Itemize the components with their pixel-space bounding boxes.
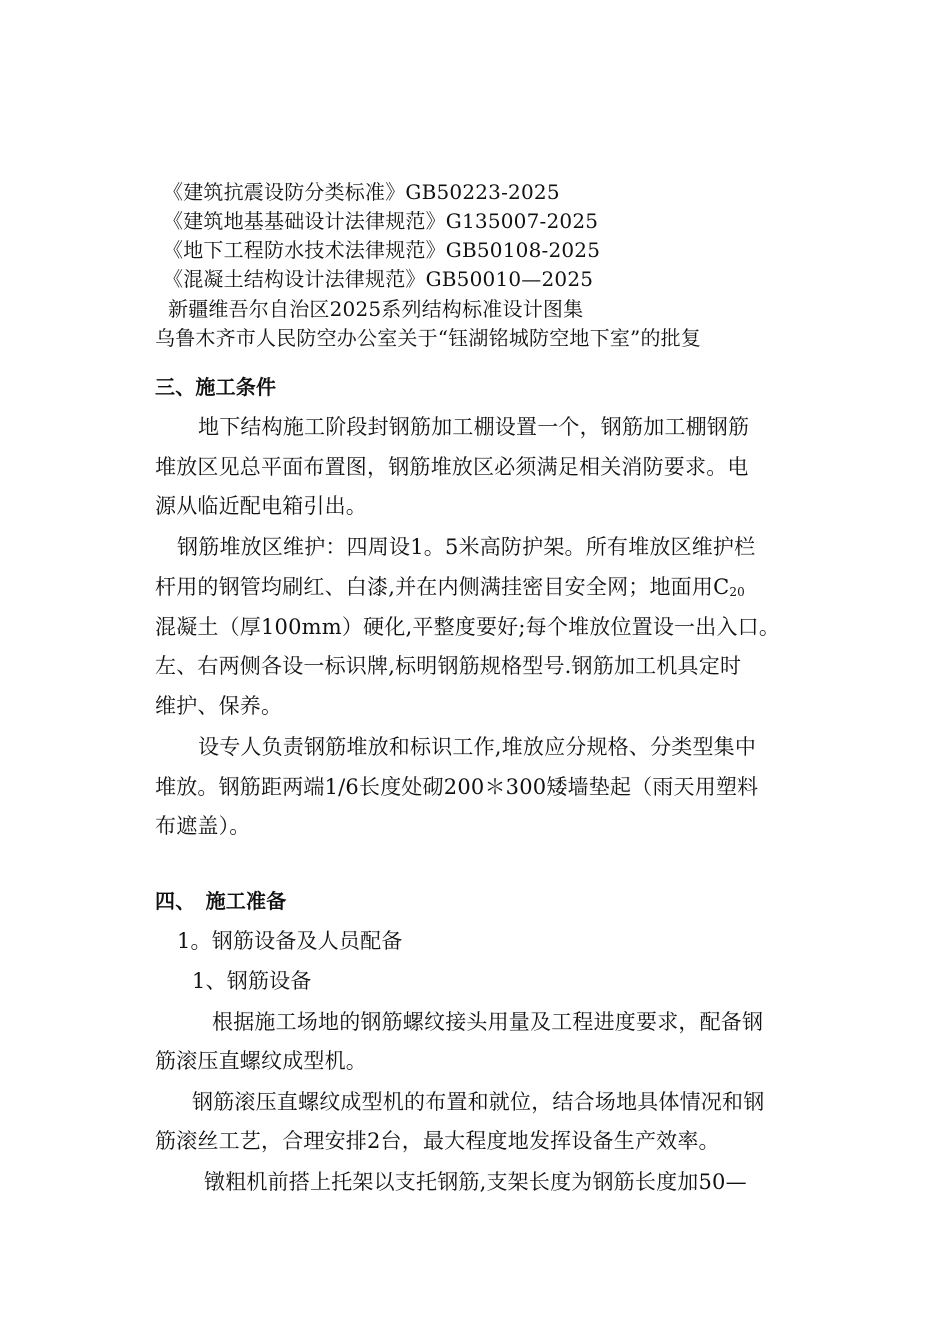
subheading: 1。钢筋设备及人员配备: [177, 929, 403, 953]
paragraph-line: 堆放。钢筋距两端1/6长度处砌200＊300矮墙垫起（雨天用塑料: [155, 775, 759, 799]
paragraph-line: 钢筋堆放区维护：四周设1。5米高防护架。所有堆放区维护栏: [177, 535, 756, 559]
paragraph-line: 钢筋滚压直螺纹成型机的布置和就位，结合场地具体情况和钢: [192, 1090, 765, 1114]
paragraph-line: 布遮盖）。: [155, 814, 251, 838]
reference-line: 乌鲁木齐市人民防空办公室关于“钰湖铭城防空地下室”的批复: [155, 326, 702, 350]
reference-line: 《地下工程防水技术法律规范》GB50108-2025: [163, 238, 601, 262]
paragraph-line: 源从临近配电箱引出。: [155, 494, 367, 518]
paragraph-line: 堆放区见总平面布置图，钢筋堆放区必须满足相关消防要求。电: [155, 455, 749, 479]
reference-line: 新疆维吾尔自治区2025系列结构标准设计图集: [168, 297, 584, 321]
paragraph-line: 混凝土（厚100mm）硬化,平整度要好;每个堆放位置设一出入口。: [155, 615, 781, 639]
paragraph-line: 根据施工场地的钢筋螺纹接头用量及工程进度要求，配备钢: [212, 1010, 764, 1034]
paragraph-text: 杆用的钢管均刷红、白漆,并在内侧满挂密目安全网；地面用C: [155, 575, 730, 599]
paragraph-line: 镦粗机前搭上托架以支托钢筋,支架长度为钢筋长度加50—: [204, 1170, 747, 1194]
reference-line: 《混凝土结构设计法律规范》GB50010—2025: [163, 267, 594, 291]
paragraph-line: 维护、保养。: [155, 694, 283, 718]
subscript-text: 20: [729, 585, 746, 599]
paragraph-line: 设专人负责钢筋堆放和标识工作,堆放应分规格、分类型集中: [198, 735, 757, 759]
paragraph-line: 筋滚压直螺纹成型机。: [155, 1049, 367, 1073]
subheading: 1、钢筋设备: [192, 969, 312, 993]
section-heading: 四、 施工准备: [155, 889, 287, 913]
paragraph-line: [155, 573, 745, 601]
paragraph-line: 地下结构施工阶段封钢筋加工棚设置一个，钢筋加工棚钢筋: [198, 415, 750, 439]
paragraph-line: 左、右两侧各设一标识牌,标明钢筋规格型号.钢筋加工机具定时: [155, 654, 742, 678]
section-heading: 三、施工条件: [155, 375, 277, 399]
paragraph-line: 筋滚丝工艺，合理安排2台，最大程度地发挥设备生产效率。: [155, 1129, 720, 1153]
reference-line: 《建筑抗震设防分类标准》GB50223-2025: [163, 180, 560, 204]
reference-line: 《建筑地基基础设计法律规范》G135007-2025: [163, 209, 599, 233]
